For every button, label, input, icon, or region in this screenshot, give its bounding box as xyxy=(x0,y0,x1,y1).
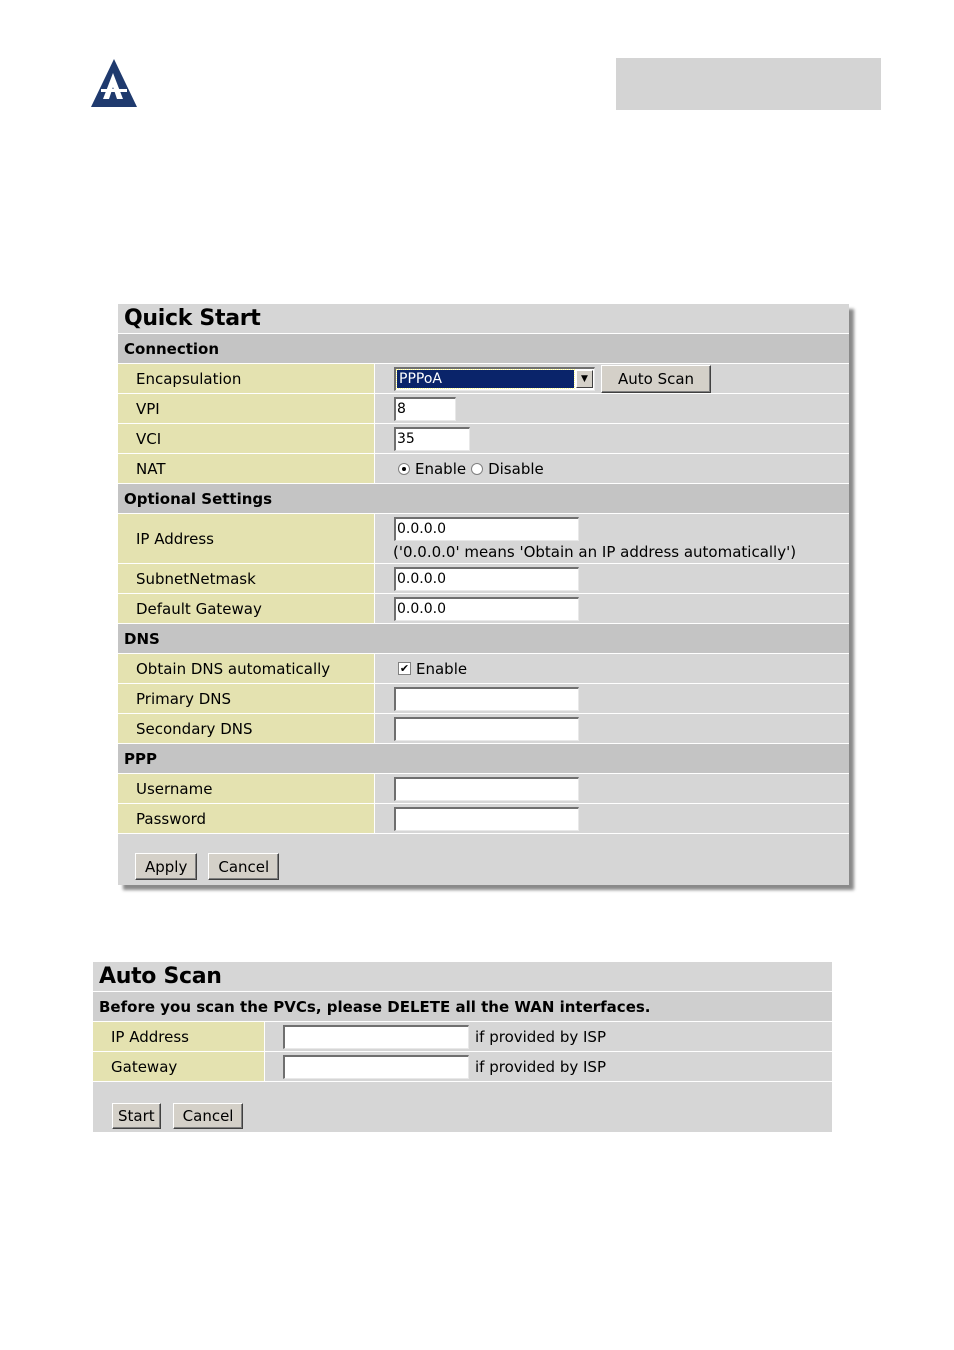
quick-start-footer xyxy=(118,834,849,880)
row-scan-ip-address xyxy=(93,1022,832,1052)
section-ppp: PPP xyxy=(118,744,849,774)
row-vpi xyxy=(118,394,849,424)
row-obtain-dns xyxy=(118,654,849,684)
encapsulation-select[interactable] xyxy=(394,367,595,391)
ip-address-note: ('0.0.0.0' means 'Obtain an IP address automatically') xyxy=(393,543,797,561)
nat-disable-label: Disable xyxy=(488,459,544,478)
auto-scan-title: Auto Scan xyxy=(93,962,832,992)
row-password xyxy=(118,804,849,834)
nat-label: NAT xyxy=(118,454,375,483)
username-label: Username xyxy=(118,774,375,803)
obtain-dns-enable-label: Enable xyxy=(416,659,468,678)
row-nat xyxy=(118,454,849,484)
ip-address-input[interactable]: 0.0.0.0 xyxy=(394,517,579,541)
scan-ip-address-label: IP Address xyxy=(93,1022,265,1051)
ip-address-label: IP Address xyxy=(118,514,375,563)
obtain-dns-checkbox[interactable]: ✔ xyxy=(399,662,410,675)
username-input[interactable] xyxy=(394,777,579,801)
row-ip-address xyxy=(118,514,849,564)
scan-gateway-input[interactable] xyxy=(283,1055,469,1079)
row-primary-dns xyxy=(118,684,849,714)
section-connection: Connection xyxy=(118,334,849,364)
row-secondary-dns xyxy=(118,714,849,744)
password-input[interactable] xyxy=(394,807,579,831)
obtain-dns-label: Obtain DNS automatically xyxy=(118,654,375,683)
start-button[interactable]: Start xyxy=(112,1103,161,1129)
row-subnet-mask xyxy=(118,564,849,594)
nat-enable-label: Enable xyxy=(415,459,467,478)
apply-button[interactable]: Apply xyxy=(135,853,197,880)
quick-start-title: Quick Start xyxy=(118,304,849,334)
row-username xyxy=(118,774,849,804)
section-dns: DNS xyxy=(118,624,849,654)
primary-dns-label: Primary DNS xyxy=(118,684,375,713)
vpi-input[interactable]: 8 xyxy=(394,397,456,421)
row-default-gateway xyxy=(118,594,849,624)
header-placeholder-box xyxy=(616,58,881,110)
vpi-label: VPI xyxy=(118,394,375,423)
nat-enable-radio[interactable] xyxy=(398,463,410,475)
nat-disable-radio[interactable] xyxy=(471,463,483,475)
secondary-dns-input[interactable] xyxy=(394,717,579,741)
primary-dns-input[interactable] xyxy=(394,687,579,711)
vci-label: VCI xyxy=(118,424,375,453)
scan-gateway-label: Gateway xyxy=(93,1052,265,1081)
scan-ip-address-input[interactable] xyxy=(283,1025,469,1049)
auto-scan-cancel-button[interactable]: Cancel xyxy=(173,1103,244,1129)
section-optional-settings: Optional Settings xyxy=(118,484,849,514)
quick-start-panel xyxy=(118,304,849,885)
subnet-mask-label: SubnetNetmask xyxy=(118,564,375,593)
row-vci xyxy=(118,424,849,454)
auto-scan-instruction: Before you scan the PVCs, please DELETE all the WAN interfaces. xyxy=(93,992,832,1022)
cancel-button[interactable]: Cancel xyxy=(208,853,279,880)
scan-gateway-hint: if provided by ISP xyxy=(475,1057,606,1076)
encapsulation-label: Encapsulation xyxy=(118,364,375,393)
chevron-down-icon[interactable]: ▼ xyxy=(576,370,593,388)
default-gateway-label: Default Gateway xyxy=(118,594,375,623)
auto-scan-footer xyxy=(93,1082,832,1129)
password-label: Password xyxy=(118,804,375,833)
row-scan-gateway xyxy=(93,1052,832,1082)
row-encapsulation xyxy=(118,364,849,394)
auto-scan-panel xyxy=(93,962,832,1132)
scan-ip-address-hint: if provided by ISP xyxy=(475,1027,606,1046)
auto-scan-button[interactable]: Auto Scan xyxy=(601,365,711,393)
secondary-dns-label: Secondary DNS xyxy=(118,714,375,743)
atlantis-logo-icon xyxy=(91,59,137,107)
encapsulation-selected-value: PPPoA xyxy=(397,370,574,388)
vci-input[interactable]: 35 xyxy=(394,427,470,451)
subnet-mask-input[interactable]: 0.0.0.0 xyxy=(394,567,579,591)
default-gateway-input[interactable]: 0.0.0.0 xyxy=(394,597,579,621)
